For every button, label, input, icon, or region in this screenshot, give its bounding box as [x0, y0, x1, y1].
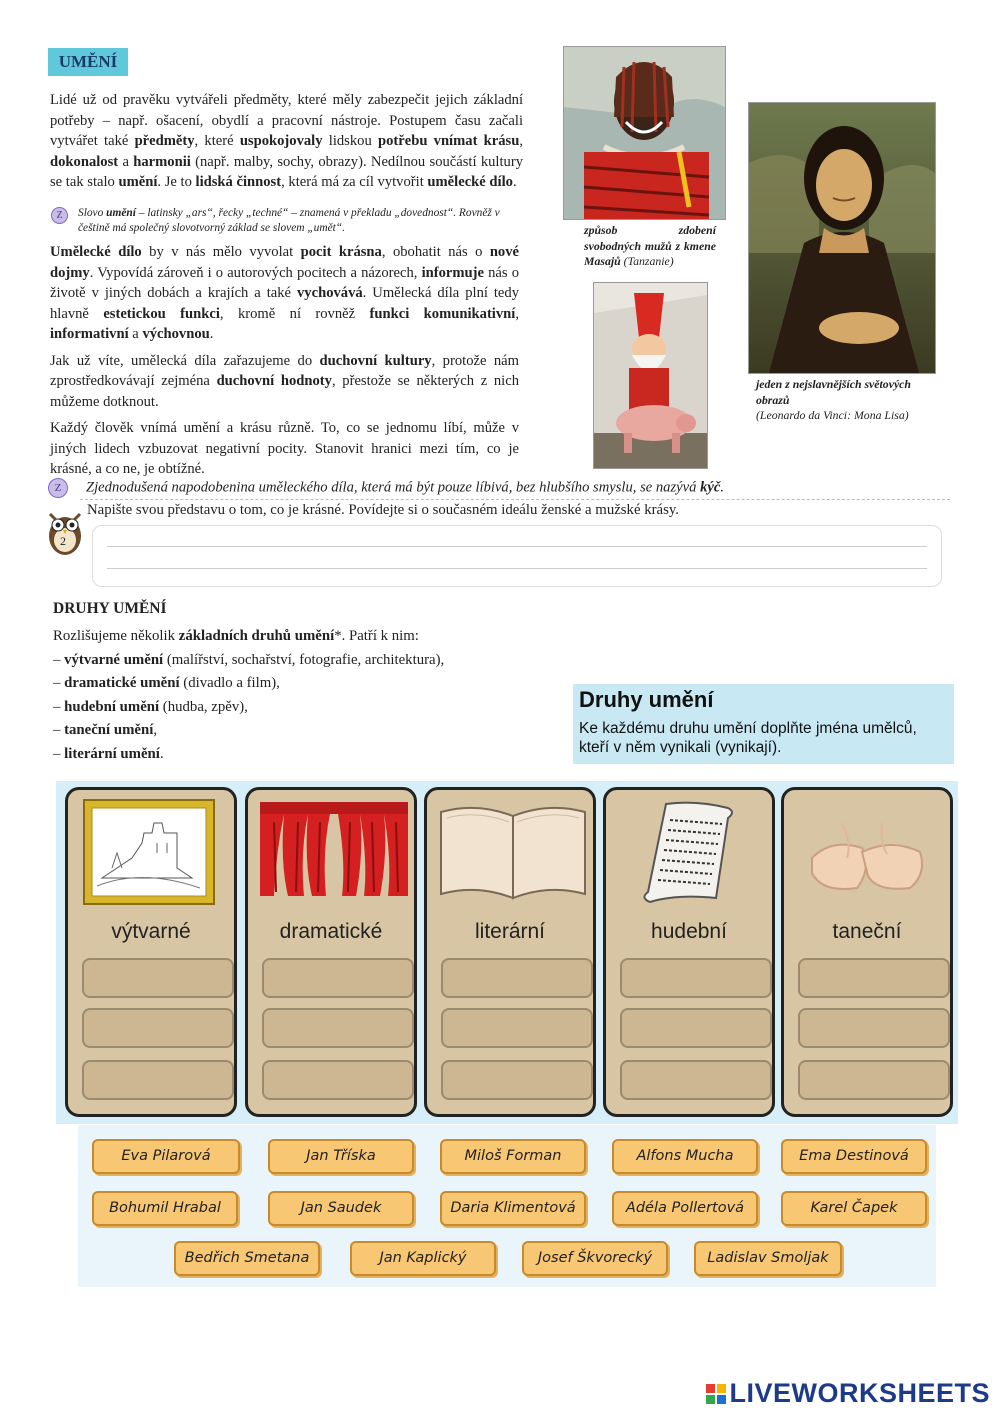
list-item: – dramatické umění (divadlo a film),	[53, 675, 280, 691]
column-vytvarne	[65, 787, 237, 1117]
kitsch-z-icon: Z	[48, 478, 68, 498]
liveworksheets-logo[interactable]	[706, 1378, 990, 1409]
chip-ladislav-smoljak[interactable]: Ladislav Smoljak	[694, 1241, 842, 1276]
exercise-instruction: Ke každému druhu umění doplňte jména umělců, kteří v něm vynikali (vynikají).	[579, 720, 917, 756]
column-label: literární	[474, 920, 546, 943]
drop-slot[interactable]	[82, 1060, 234, 1100]
answer-line	[107, 568, 927, 569]
list-item: – hudební umění (hudba, zpěv),	[53, 698, 248, 715]
masai-photo	[563, 46, 726, 220]
answer-line	[107, 546, 927, 547]
body-text	[50, 242, 519, 486]
brand-text: LIVEWORKSHEETS	[729, 1378, 990, 1408]
owl-task-icon	[47, 510, 83, 556]
liveworksheets-logo-icon	[706, 1384, 726, 1404]
column-label: taneční	[832, 920, 902, 943]
column-hudebni	[603, 787, 775, 1117]
intro-paragraph	[50, 90, 523, 199]
drop-slot[interactable]	[82, 958, 234, 998]
drop-slot[interactable]	[441, 958, 593, 998]
column-label: hudební	[651, 920, 727, 943]
column-dramaticke	[245, 787, 417, 1117]
chip-ema-destinova[interactable]: Ema Destinová	[781, 1139, 927, 1174]
drop-slot[interactable]	[441, 1008, 593, 1048]
open-book-icon	[437, 802, 589, 900]
garden-gnome-image	[594, 283, 707, 468]
list-item: – literární umění.	[53, 745, 164, 762]
druhy-heading: DRUHY UMĚNÍ	[53, 600, 167, 617]
garden-gnome-photo	[593, 282, 708, 469]
paragraph-spiritual: Jak už víte, umělecká díla zařazujeme do duchovní kultury, protože nám zprostředkovávají zejména duchovní hodnoty, přestože se některých z nich můžeme dotknout.	[50, 352, 519, 410]
druhy-list	[53, 625, 444, 766]
list-item: – taneční umění,	[53, 722, 158, 738]
chip-jan-kaplicky[interactable]: Jan Kaplický	[350, 1241, 496, 1276]
drop-slot[interactable]	[441, 1060, 593, 1100]
drop-slot[interactable]	[798, 958, 950, 998]
drop-slot[interactable]	[262, 1008, 414, 1048]
column-literarni	[424, 787, 596, 1117]
paragraph-perception: Každý člověk vnímá umění a krásu různě. To, co se jednomu líbí, může v jiných lidech vzbuzovat negativní pocity. Stanovit hranici mezi tím, co je krásné, a co ne, je obtížné.	[50, 420, 519, 477]
chip-bedrich-smetana[interactable]: Bedřich Smetana	[174, 1241, 320, 1276]
chip-bohumil-hrabal[interactable]: Bohumil Hrabal	[92, 1191, 238, 1226]
mona-lisa-caption: jeden z nejslavnějších světových obrazů (Leonardo da Vinci: Mona Lisa)	[756, 377, 911, 422]
column-label: dramatické	[279, 920, 383, 943]
name-chips-area	[78, 1125, 936, 1287]
drop-slot[interactable]	[620, 1060, 772, 1100]
chip-milos-forman[interactable]: Miloš Forman	[440, 1139, 586, 1174]
list-item: – výtvarné umění (malířství, sochařství, fotografie, architektura),	[53, 651, 445, 668]
druhy-intro: Rozlišujeme několik základních druhů umění*. Patří k nim:	[53, 628, 419, 644]
chip-alfons-mucha[interactable]: Alfons Mucha	[612, 1139, 758, 1174]
mona-lisa-painting-image	[749, 103, 935, 373]
drop-board	[56, 781, 958, 1124]
chip-karel-capek[interactable]: Karel Čapek	[781, 1191, 927, 1226]
mona-lisa-photo	[748, 102, 936, 374]
drop-slot[interactable]	[262, 958, 414, 998]
drop-slot[interactable]	[620, 958, 772, 998]
red-curtain-icon	[260, 802, 408, 896]
chip-josef-skvorecky[interactable]: Josef Škvorecký	[522, 1241, 668, 1276]
chip-jan-triska[interactable]: Jan Tříska	[268, 1139, 414, 1174]
masai-caption: způsob zdobení svobodných mužů z kmene Masajů (Tanzanie)	[584, 223, 716, 268]
chip-eva-pilarova[interactable]: Eva Pilarová	[92, 1139, 240, 1174]
drop-slot[interactable]	[798, 1008, 950, 1048]
task-instruction: Napište svou představu o tom, co je krásné. Povídejte si o současném ideálu ženské a mužské krásy.	[87, 502, 679, 518]
chip-adela-pollertova[interactable]: Adéla Pollertová	[612, 1191, 758, 1226]
divider	[80, 499, 950, 500]
exercise-title: Druhy umění	[579, 687, 714, 712]
kitsch-text: Zjednodušená napodobenina uměleckého díla, která má být pouze líbivá, bez hlubšího smyslu, se nazývá kýč.	[86, 479, 724, 496]
framed-castle-drawing-icon	[82, 798, 216, 908]
drop-slot[interactable]	[82, 1008, 234, 1048]
ballet-shoes-icon	[802, 818, 932, 898]
answer-textarea[interactable]	[92, 525, 942, 587]
etymology-note	[50, 206, 530, 236]
intro-text: Lidé už od pravěku vytvářeli předměty, které měly zabezpečit jejich základní potřeby – např. ošacení, obydlí a pracovní nástroje. Postupem času začali vytvářet také předměty, které uspokojovaly lidskou potřebu vnímat krásu, dokonalost a harmonii (např. malby, sochy, obrazy). Nedílnou součástí kultury se tak stalo umění. Je to lidská činnost, která má za cíl vytvořit umělecké dílo.	[50, 92, 523, 190]
drop-slot[interactable]	[798, 1060, 950, 1100]
chip-jan-saudek[interactable]: Jan Saudek	[268, 1191, 414, 1226]
note-text: Slovo umění – latinsky „ars“, řecky „techné“ – znamená v překladu „dovednost“. Rovněž v češtině má společný slovotvorný základ se slovem „umět“.	[78, 207, 500, 234]
column-label: výtvarné	[111, 920, 191, 943]
exercise-header	[573, 684, 954, 764]
paragraph-artwork: Umělecké dílo by v nás mělo vyvolat pocit krásna, obohatit nás o nové dojmy. Vypovídá zároveň i o autorových pocitech a názorech, informuje nás o životě v jiných dobách a krajích a také vychovává. Umělecká díla plní tedy hlavně estetickou funkci, kromě ní rovněž funkci komunikativní, informativní a výchovnou.	[50, 244, 520, 342]
kitsch-definition	[48, 478, 948, 498]
masai-man-image	[564, 47, 725, 219]
section-title: UMĚNÍ	[48, 48, 128, 76]
note-z-icon: Z	[51, 207, 68, 224]
task-number: 2	[60, 534, 66, 548]
column-tanecni	[781, 787, 953, 1117]
drop-slot[interactable]	[262, 1060, 414, 1100]
sheet-music-scroll-icon	[636, 798, 746, 910]
chip-daria-klimentova[interactable]: Daria Klimentová	[440, 1191, 586, 1226]
drop-slot[interactable]	[620, 1008, 772, 1048]
